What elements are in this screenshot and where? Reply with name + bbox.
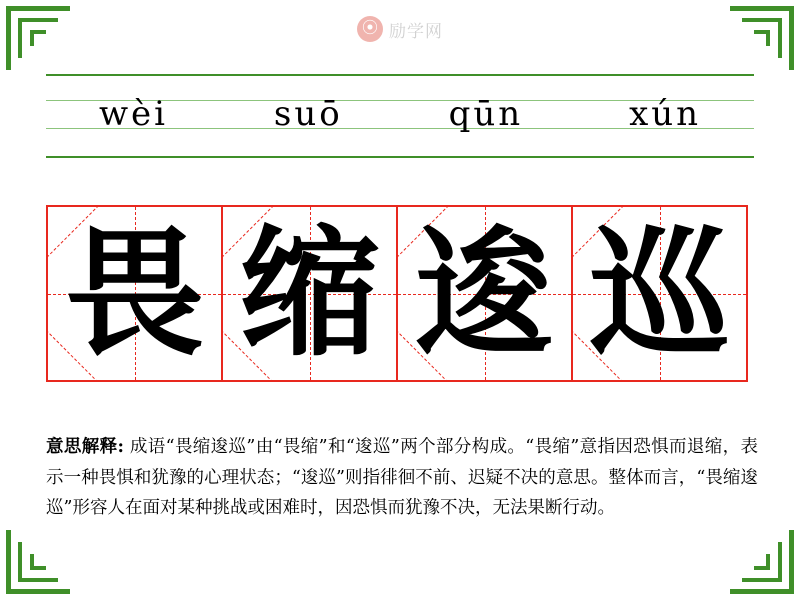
corner-ornament-top-left xyxy=(6,6,70,70)
character-cell xyxy=(221,205,398,382)
explanation-label: 意思解释: xyxy=(46,437,124,457)
site-logo xyxy=(357,16,443,42)
character-grid xyxy=(46,205,746,382)
corner-ornament-bottom-left xyxy=(6,530,70,594)
character-cell xyxy=(396,205,573,382)
site-logo-text: 励学网 xyxy=(389,21,443,41)
pinyin-syllable: qūn xyxy=(448,94,524,134)
character-glyph: 逡 xyxy=(414,211,555,376)
flame-logo-icon: ⦿ xyxy=(357,16,383,42)
explanation-block xyxy=(46,432,758,524)
pinyin-staff xyxy=(46,74,754,158)
character-glyph: 缩 xyxy=(239,211,380,376)
character-cell xyxy=(571,205,748,382)
pinyin-row xyxy=(46,74,754,158)
character-glyph: 巡 xyxy=(589,211,730,376)
corner-ornament-top-right xyxy=(730,6,794,70)
character-glyph: 畏 xyxy=(64,211,205,376)
explanation-text: 成语“畏缩逡巡”由“畏缩”和“逡巡”两个部分构成。“畏缩”意指因恐惧而退缩，表示一种畏惧和犹豫的心理状态；“逡巡”则指徘徊不前、迟疑不决的意思。整体而言，“畏缩逡巡”形容人在面对某种挑战或困难时，因恐惧而犹豫不决，无法果断行动。 xyxy=(46,437,758,519)
corner-ornament-bottom-right xyxy=(730,530,794,594)
character-cell xyxy=(46,205,223,382)
pinyin-syllable: wèi xyxy=(98,94,169,134)
pinyin-syllable: suō xyxy=(273,94,343,134)
pinyin-syllable: xún xyxy=(629,94,702,134)
